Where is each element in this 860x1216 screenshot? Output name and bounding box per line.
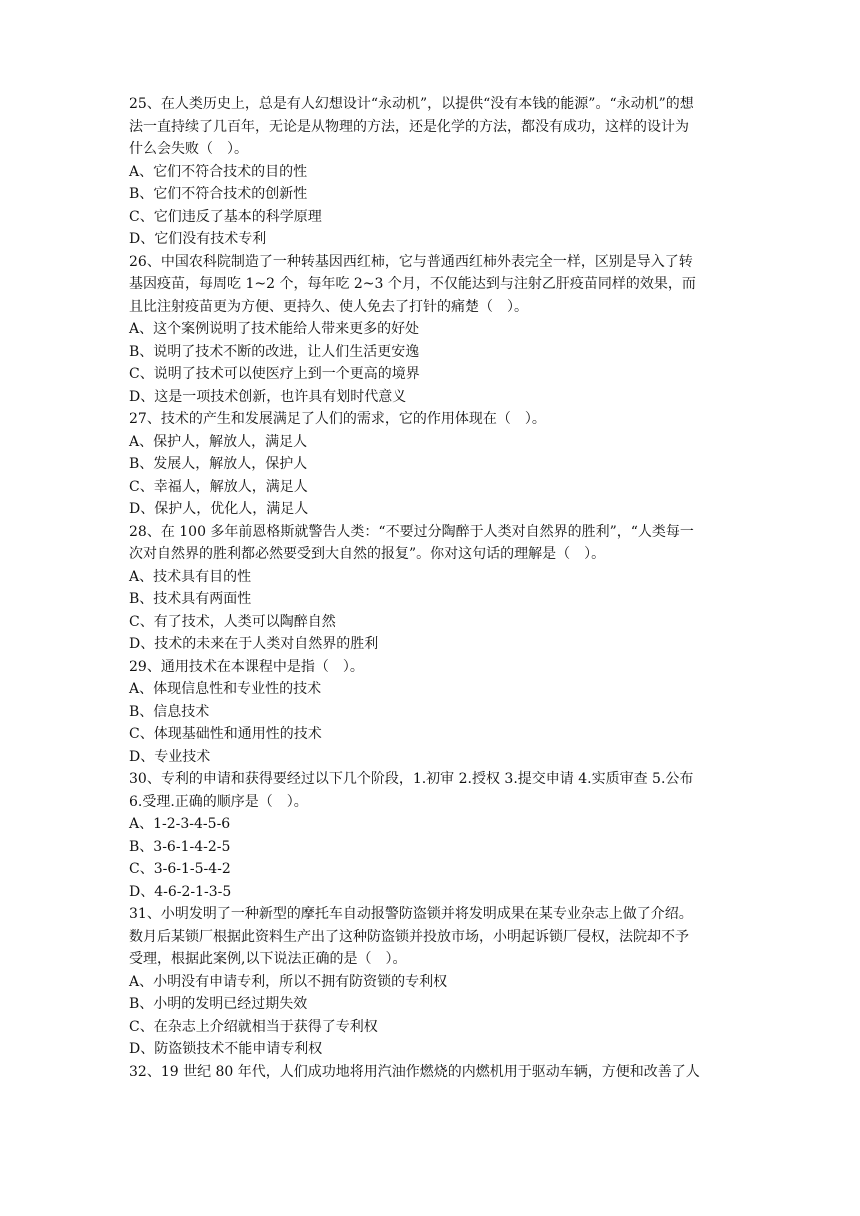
answer-option: C、幸福人，解放人，满足人 bbox=[129, 478, 308, 495]
question-stem-line: 次对自然界的胜利都必然要受到大自然的报复”。你对这句话的理解是（ ）。 bbox=[129, 546, 606, 562]
answer-option: A、保护人，解放人，满足人 bbox=[129, 433, 308, 450]
answer-option: B、信息技术 bbox=[129, 703, 210, 720]
answer-option: B、3-6-1-4-2-5 bbox=[129, 838, 231, 855]
answer-option: B、说明了技术不断的改进，让人们生活更安逸 bbox=[129, 343, 420, 360]
answer-option: C、体现基础性和通用性的技术 bbox=[129, 726, 322, 742]
answer-option: D、专业技术 bbox=[129, 748, 211, 765]
answer-option: A、这个案例说明了技术能给人带来更多的好处 bbox=[129, 321, 420, 337]
document-page bbox=[129, 93, 735, 1083]
question-31 bbox=[129, 903, 735, 1061]
answer-option: A、体现信息性和专业性的技术 bbox=[129, 681, 322, 697]
answer-option: D、保护人，优化人，满足人 bbox=[129, 501, 309, 517]
question-stem-line: 法一直持续了几百年，无论是从物理的方法，还是化学的方法，都没有成功，这样的设计为 bbox=[129, 118, 689, 135]
question-stem-line: 32、19 世纪 80 年代，人们成功地将用汽油作燃烧的内燃机用于驱动车辆，方便和改善了人 bbox=[129, 1063, 700, 1080]
answer-option: A、小明没有申请专利，所以不拥有防资锁的专利权 bbox=[129, 973, 448, 990]
question-stem-line: 30、专利的申请和获得要经过以下几个阶段，1.初审 2.授权 3.提交申请 4.实质审查 5.公布 bbox=[129, 771, 694, 787]
question-stem-line: 6.受理.正确的顺序是（ ）。 bbox=[129, 793, 308, 810]
question-stem-line: 基因疫苗，每周吃 1~2 个，每年吃 2~3 个月，不仅能达到与注射乙肝疫苗同样的效果，而 bbox=[129, 276, 696, 292]
question-stem-line: 什么会失败（ ）。 bbox=[129, 141, 248, 157]
answer-option: B、它们不符合技术的创新性 bbox=[129, 186, 308, 202]
answer-option: C、在杂志上介绍就相当于获得了专利权 bbox=[129, 1018, 378, 1035]
question-stem-line: 且比注射疫苗更为方便、更持久、使人免去了打针的痛楚（ ）。 bbox=[129, 298, 528, 315]
question-32 bbox=[129, 1061, 735, 1084]
question-stem-line: 25、在人类历史上，总是有人幻想设计“永动机”，以提供“没有本钱的能源”。“永动机”的想 bbox=[129, 96, 694, 112]
answer-option: D、4-6-2-1-3-5 bbox=[129, 883, 232, 900]
question-stem-line: 26、中国农科院制造了一种转基因西红柿，它与普通西红柿外表完全一样，区别是导入了转 bbox=[129, 253, 693, 270]
answer-option: B、技术具有两面性 bbox=[129, 591, 252, 607]
question-stem-line: 受理，根据此案例,以下说法正确的是（ ）。 bbox=[129, 951, 407, 967]
question-stem-line: 数月后某锁厂根据此资料生产出了这种防盗锁并投放市场，小明起诉锁厂侵权，法院却不予 bbox=[129, 928, 689, 945]
answer-option: B、小明的发明已经过期失效 bbox=[129, 996, 308, 1012]
question-25 bbox=[129, 93, 735, 251]
question-30 bbox=[129, 768, 735, 903]
answer-option: D、它们没有技术专利 bbox=[129, 231, 267, 247]
question-stem-line: 28、在 100 多年前恩格斯就警告人类：“不要过分陶醉于人类对自然界的胜利”，“人类每一 bbox=[129, 523, 694, 540]
question-28 bbox=[129, 521, 735, 656]
answer-option: A、1-2-3-4-5-6 bbox=[129, 816, 231, 832]
answer-option: C、有了技术，人类可以陶醉自然 bbox=[129, 613, 336, 630]
question-stem-line: 31、小明发明了一种新型的摩托车自动报警防盗锁并将发明成果在某专业杂志上做了介绍。 bbox=[129, 906, 693, 922]
question-stem-line: 27、技术的产生和发展满足了人们的需求，它的作用体现在（ ）。 bbox=[129, 411, 546, 427]
answer-option: D、防盗锁技术不能申请专利权 bbox=[129, 1041, 323, 1057]
question-29 bbox=[129, 656, 735, 769]
answer-option: A、技术具有目的性 bbox=[129, 568, 252, 585]
answer-option: C、3-6-1-5-4-2 bbox=[129, 861, 231, 877]
answer-option: C、它们违反了基本的科学原理 bbox=[129, 208, 322, 225]
answer-option: B、发展人，解放人，保护人 bbox=[129, 456, 308, 472]
question-stem-line: 29、通用技术在本课程中是指（ ）。 bbox=[129, 658, 364, 675]
answer-option: D、技术的未来在于人类对自然界的胜利 bbox=[129, 636, 379, 652]
question-27 bbox=[129, 408, 735, 521]
question-26 bbox=[129, 251, 735, 409]
answer-option: A、它们不符合技术的目的性 bbox=[129, 163, 308, 180]
answer-option: C、说明了技术可以使医疗上到一个更高的境界 bbox=[129, 366, 420, 382]
answer-option: D、这是一项技术创新，也许具有划时代意义 bbox=[129, 388, 407, 405]
